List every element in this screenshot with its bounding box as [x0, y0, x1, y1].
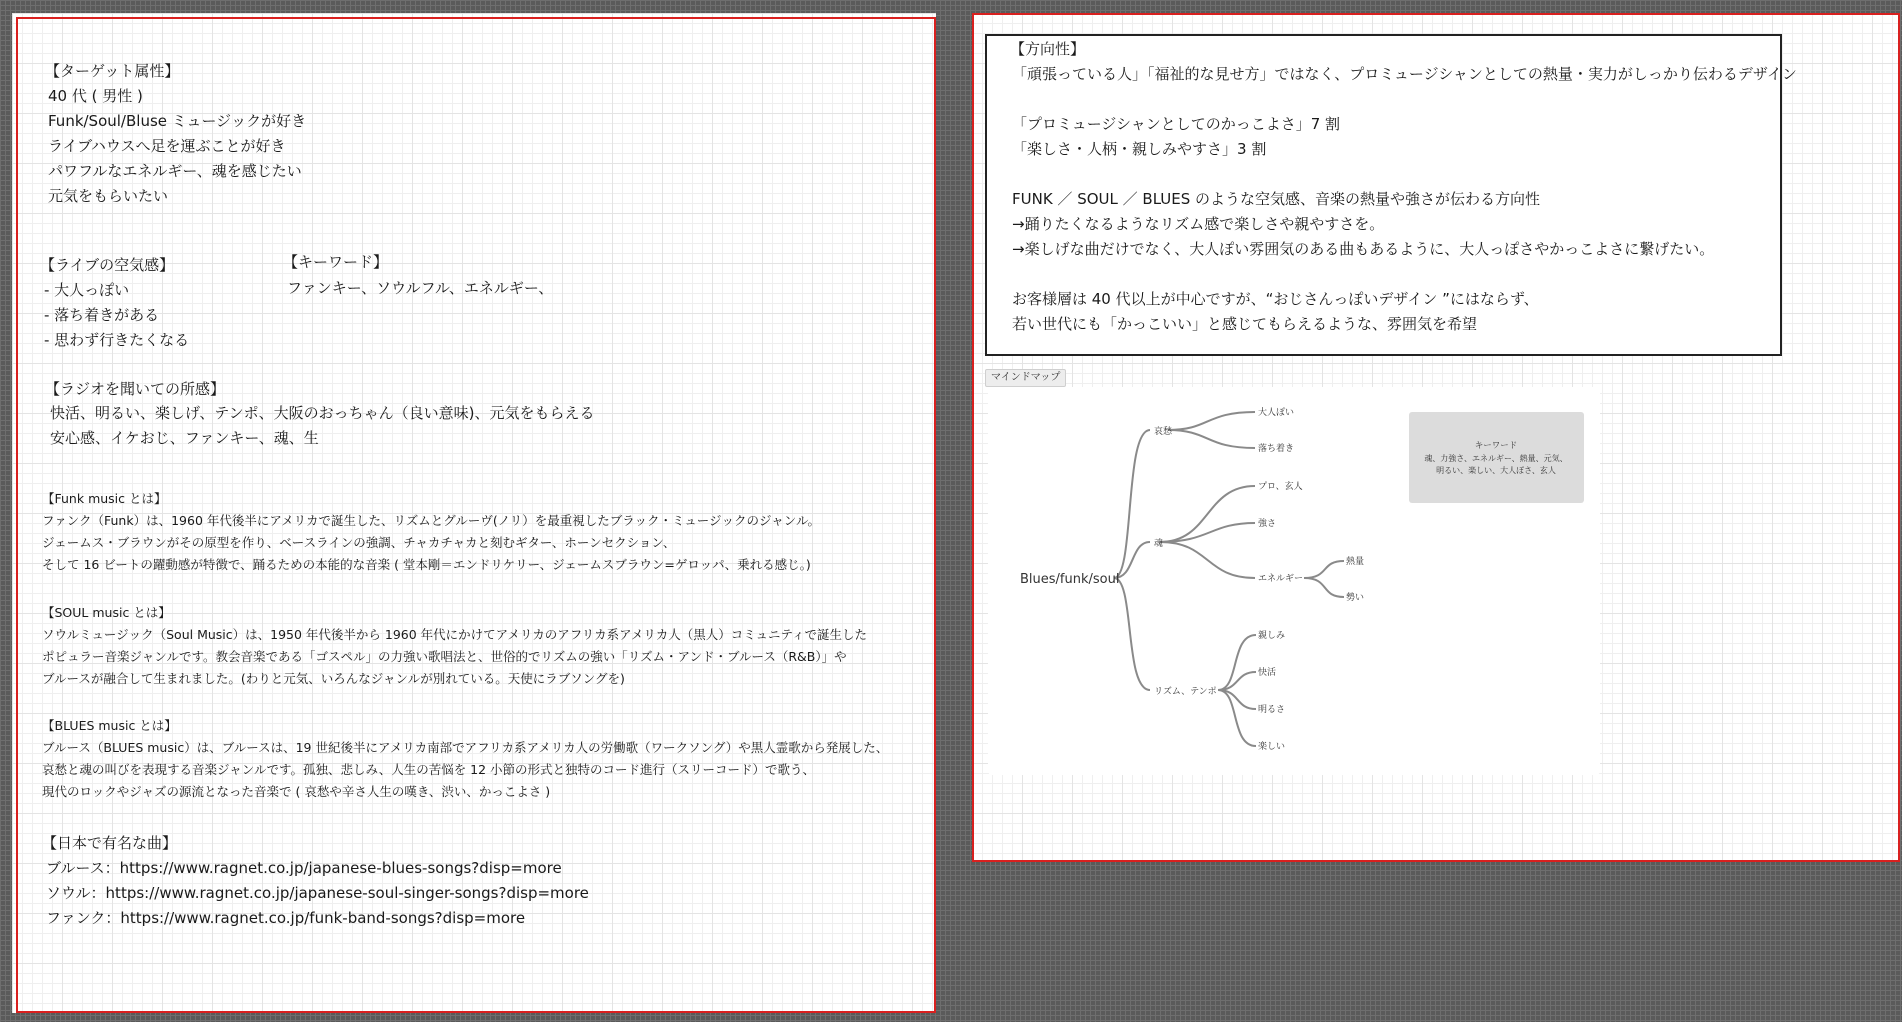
direction-heading: 【方向性】	[1010, 40, 1086, 58]
soul-line: ソウルミュージック（Soul Music）は、1950 年代後半から 1960 年代にかけてアメリカのアフリカ系アメリカ人（黒人）コミュニティで誕生した	[42, 627, 868, 642]
songs-heading: 【日本で有名な曲】	[42, 834, 178, 852]
connector-root-b1	[1114, 430, 1150, 578]
mindmap-leaf[interactable]: 楽しい	[1258, 742, 1286, 752]
live-atmosphere-item: - 落ち着きがある	[44, 306, 160, 324]
funk-line: ジェームス・ブラウンがその原型を作り、ベースラインの強調、チャカチャカと刻むギター、ホーンセクション、	[42, 535, 676, 550]
radio-line: 快活、明るい、楽しげ、テンポ、大阪のおっちゃん（良い意味)、元気をもらえる	[50, 404, 595, 422]
radio-heading: 【ラジオを聞いての所感】	[45, 380, 226, 398]
mindmap-leaf[interactable]: 勢い	[1346, 593, 1365, 603]
mindmap-leaf[interactable]: 快活	[1258, 668, 1277, 678]
soul-line: ポピュラー音楽ジャンルです。教会音楽である「ゴスペル」の力強い歌唱法と、世俗的でリズムの強い「リズム・アンド・ブルース（R&B）」や	[42, 649, 847, 664]
song-link[interactable]: ブルース：https://www.ragnet.co.jp/japanese-blues-songs?disp=more	[46, 859, 562, 877]
mindmap-leaf[interactable]: 熱量	[1346, 557, 1365, 567]
blues-heading: 【BLUES music とは】	[42, 718, 177, 733]
direction-line: 「プロミュージシャンとしてのかっこよさ」7 割	[1012, 115, 1341, 133]
keywords-text: ファンキー、ソウルフル、エネルギー、	[287, 279, 554, 297]
mindmap-leaf[interactable]: 強さ	[1258, 519, 1277, 529]
target-item: 元気をもらいたい	[48, 187, 169, 205]
live-atmosphere-heading: 【ライブの空気感】	[40, 256, 175, 274]
radio-line: 安心感、イケおじ、ファンキー、魂、生	[50, 429, 319, 447]
soul-line: ブルースが融合して生まれました。(わりと元気、いろんなジャンルが別れている。天使にラブソングを)	[42, 671, 625, 686]
connector-b2-c3	[1160, 542, 1255, 578]
live-atmosphere-item: - 思わず行きたくなる	[44, 331, 190, 349]
keywords-heading: 【キーワード】	[283, 253, 389, 271]
connector-b2-c2	[1160, 523, 1255, 542]
mindmap-leaf[interactable]: 大人ぽい	[1258, 408, 1295, 418]
mindmap-connectors	[1114, 412, 1344, 746]
keyword-card-title: キーワード	[1474, 441, 1518, 451]
soul-heading: 【SOUL music とは】	[42, 605, 171, 620]
direction-line: 「頑張っている人」「福祉的な見せ方」ではなく、プロミュージシャンとしての熱量・実力がしっかり伝わるデザイン	[1012, 65, 1797, 83]
song-link[interactable]: ソウル：https://www.ragnet.co.jp/japanese-soul-singer-songs?disp=more	[46, 884, 589, 902]
blues-line: 哀愁と魂の叫びを表現する音楽ジャンルです。孤独、悲しみ、人生の苦悩を 12 小節の形式と独特のコード進行（スリーコード）で歌う、	[42, 762, 816, 777]
mindmap-branch[interactable]: 哀愁	[1154, 427, 1173, 437]
blues-line: ブルース（BLUES music）は、ブルースは、19 世紀後半にアメリカ南部でアフリカ系アメリカ人の労働歌（ワークソング）や黒人霊歌から発展した、	[42, 740, 889, 755]
direction-line: →踊りたくなるようなリズム感で楽しさや親やすさを。	[1012, 215, 1385, 233]
direction-line: 「楽しさ・人柄・親しみやすさ」3 割	[1012, 140, 1267, 158]
connector-energy-c1	[1304, 561, 1344, 578]
keyword-card-line: 明るい、楽しい、大人ぽさ、玄人	[1436, 466, 1556, 475]
target-item: ライブハウスへ足を運ぶことが好き	[48, 137, 286, 155]
keyword-card-line: 魂、力強さ、エネルギー、熱量、元気、	[1424, 454, 1568, 463]
funk-line: そして 16 ビートの躍動感が特徴で、踊るための本能的な音楽 ( 堂本剛＝エンドリケリー、ジェームスブラウン=ゲロッパ、乗れる感じ。)	[42, 557, 811, 572]
mindmap-leaf[interactable]: エネルギー	[1258, 574, 1304, 584]
connector-b1-c1	[1168, 412, 1255, 430]
funk-line: ファンク（Funk）は、1960 年代後半にアメリカで誕生した、リズムとグルーヴ(ノリ）を最重視したブラック・ミュージックのジャンル。	[42, 513, 820, 528]
direction-line: 若い世代にも「かっこいい」と感じてもらえるような、雰囲気を希望	[1012, 315, 1478, 333]
connector-b1-c2	[1168, 430, 1255, 448]
target-item: Funk/Soul/Bluse ミュージックが好き	[48, 112, 307, 130]
target-heading: 【ターゲット属性】	[45, 62, 180, 80]
target-item: パワフルなエネルギー、魂を感じたい	[48, 162, 302, 180]
direction-line: →楽しげな曲だけでなく、大人ぽい雰囲気のある曲もあるように、大人っぽさやかっこよさに繋げたい。	[1012, 240, 1715, 258]
funk-heading: 【Funk music とは】	[42, 491, 167, 506]
connector-root-b3	[1114, 578, 1150, 690]
mindmap-branch[interactable]: 魂	[1154, 539, 1164, 549]
mindmap-tag[interactable]: マインドマップ	[985, 369, 1066, 387]
mindmap-leaf[interactable]: 親しみ	[1258, 631, 1286, 641]
mindmap-root[interactable]: Blues/funk/soul	[1020, 572, 1120, 587]
song-link[interactable]: ファンク：https://www.ragnet.co.jp/funk-band-songs?disp=more	[46, 909, 526, 927]
mindmap-leaf[interactable]: 明るさ	[1258, 705, 1286, 715]
mindmap-branch[interactable]: リズム、テンポ	[1154, 687, 1217, 697]
live-atmosphere-item: - 大人っぽい	[44, 281, 130, 299]
target-item: 40 代 ( 男性 )	[48, 87, 143, 105]
blues-line: 現代のロックやジャズの源流となった音楽で ( 哀愁や辛さ人生の嘆き、渋い、かっこよさ )	[42, 784, 551, 799]
connector-energy-c2	[1304, 578, 1344, 597]
direction-line: FUNK ／ SOUL ／ BLUES のような空気感、音楽の熱量や強さが伝わる方向性	[1012, 190, 1541, 208]
mindmap-leaf[interactable]: 落ち着き	[1258, 444, 1295, 454]
connector-b3-c3	[1218, 690, 1256, 709]
direction-line: お客様層は 40 代以上が中心ですが、“おじさんっぽいデザイン ”にはならず、	[1012, 290, 1539, 308]
mindmap-leaf[interactable]: プロ、玄人	[1258, 482, 1303, 492]
